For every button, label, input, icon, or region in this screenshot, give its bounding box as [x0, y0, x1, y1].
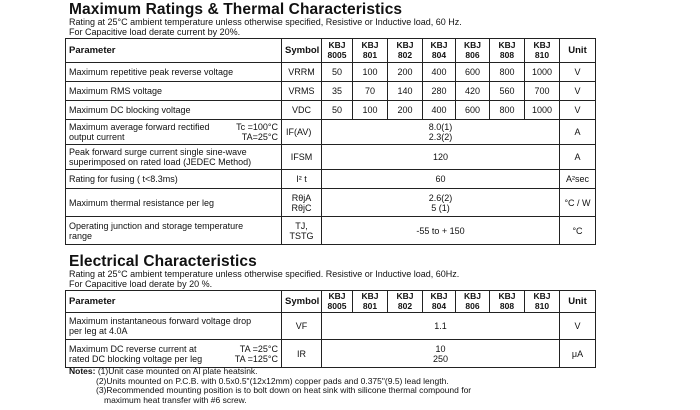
row-param: Maximum RMS voltage — [66, 82, 282, 101]
row-param: Maximum average forward rectified Tc =100°C output current TA=25°C — [66, 120, 282, 145]
row-value: 35 — [322, 82, 353, 101]
row-symbol: VF — [282, 313, 322, 340]
row-value-merged: -55 to + 150 — [322, 217, 560, 245]
header-parameter: Parameter — [66, 39, 282, 63]
row-value-merged: 2.6(2) 5 (1) — [322, 189, 560, 217]
note-1: (1)Unit case mounted on Al plate heatsink. — [97, 366, 258, 376]
header-symbol: Symbol — [282, 291, 322, 313]
condition-label: TA=25°C — [241, 132, 278, 142]
row-unit: A — [560, 145, 596, 170]
row-symbol: VDC — [282, 101, 322, 120]
row-symbol: IF(AV) — [282, 120, 322, 145]
max-ratings-table — [65, 38, 596, 245]
row-param: Maximum repetitive peak reverse voltage — [66, 63, 282, 82]
row-value: 700 — [525, 82, 560, 101]
row-symbol: IFSM — [282, 145, 322, 170]
row-symbol: VRMS — [282, 82, 322, 101]
row-symbol: RθjA RθjC — [282, 189, 322, 217]
condition-label: TA =25°C — [239, 343, 278, 354]
row-value: 70 — [353, 82, 388, 101]
row-unit: V — [560, 313, 596, 340]
row-value-merged: 10 250 — [322, 340, 560, 368]
row-value: 420 — [456, 82, 490, 101]
row-value: 600 — [456, 63, 490, 82]
header-part: KBJ 810 — [525, 39, 560, 63]
row-unit: °C / W — [560, 189, 596, 217]
header-part: KBJ 804 — [423, 291, 456, 313]
row-param: Maximum DC blocking voltage — [66, 101, 282, 120]
row-param: Maximum DC reverse current at TA =25°C rated DC blocking voltage per leg TA =125°C — [66, 340, 282, 368]
table-row — [66, 217, 596, 245]
row-unit: μA — [560, 340, 596, 368]
row-param: Maximum thermal resistance per leg — [66, 189, 282, 217]
row-value: 50 — [322, 101, 353, 120]
row-value: 1000 — [525, 101, 560, 120]
table-row — [66, 189, 596, 217]
header-part: KBJ 808 — [490, 291, 525, 313]
header-unit: Unit — [560, 39, 596, 63]
row-symbol: TJ, TSTG — [282, 217, 322, 245]
table-row — [66, 63, 596, 82]
row-value: 800 — [490, 101, 525, 120]
row-value-merged: 8.0(1) 2.3(2) — [322, 120, 560, 145]
header-part: KBJ 804 — [423, 39, 456, 63]
row-param: Peak forward surge current single sine-wave superimposed on rated load (JEDEC Method) — [66, 145, 282, 170]
header-part: KBJ 810 — [525, 291, 560, 313]
row-unit: V — [560, 82, 596, 101]
row-unit: V — [560, 101, 596, 120]
max-ratings-subtitle-1: Rating at 25°C ambient temperature unless otherwise specified, Resistive or Inductive load, 60 Hz. — [69, 17, 462, 27]
table-row — [66, 313, 596, 340]
row-value: 400 — [423, 101, 456, 120]
row-symbol: I² t — [282, 170, 322, 189]
header-parameter: Parameter — [66, 291, 282, 313]
max-ratings-title: Maximum Ratings & Thermal Characteristics — [69, 1, 403, 18]
row-value: 600 — [456, 101, 490, 120]
table-row — [66, 145, 596, 170]
row-param: Maximum instantaneous forward voltage drop per leg at 4.0A — [66, 313, 282, 340]
row-value: 140 — [388, 82, 423, 101]
note-2: (2)Units mounted on P.C.B. with 0.5x0.5"(12x12mm) copper pads and 0.375"(9.5) lead length. — [96, 375, 449, 386]
electrical-table — [65, 290, 596, 368]
header-part: KBJ 802 — [388, 291, 423, 313]
row-unit: °C — [560, 217, 596, 245]
header-part: KBJ 802 — [388, 39, 423, 63]
note-3-cont: maximum heat transfer with #6 screw. — [104, 394, 247, 405]
header-part: KBJ 806 — [456, 291, 490, 313]
row-value: 50 — [322, 63, 353, 82]
header-symbol: Symbol — [282, 39, 322, 63]
row-symbol: IR — [282, 340, 322, 368]
row-value: 100 — [353, 63, 388, 82]
table-row — [66, 170, 596, 189]
row-unit: V — [560, 63, 596, 82]
row-param: Rating for fusing ( t<8.3ms) — [66, 170, 282, 189]
header-unit: Unit — [560, 291, 596, 313]
header-part: KBJ 806 — [456, 39, 490, 63]
row-unit: A — [560, 120, 596, 145]
row-value: 400 — [423, 63, 456, 82]
max-ratings-subtitle-2: For Capacitive load derate current by 20%. — [69, 27, 241, 37]
row-value: 1000 — [525, 63, 560, 82]
condition-label: Tc =100°C — [236, 122, 278, 132]
row-value: 100 — [353, 101, 388, 120]
electrical-title: Electrical Characteristics — [69, 253, 257, 270]
table-row — [66, 82, 596, 101]
table-header-row — [66, 291, 596, 313]
note-3: (3)Recommended mounting position is to bolt down on heat sink with silicone thermal compound for — [96, 385, 472, 396]
row-symbol: VRRM — [282, 63, 322, 82]
table-header-row — [66, 39, 596, 63]
notes-label: Notes: — [69, 366, 96, 376]
notes-block — [69, 367, 471, 405]
table-row — [66, 120, 596, 145]
row-value: 200 — [388, 63, 423, 82]
header-part: KBJ 808 — [490, 39, 525, 63]
row-param: Operating junction and storage temperature range — [66, 217, 282, 245]
header-part: KBJ 801 — [353, 291, 388, 313]
table-row — [66, 101, 596, 120]
row-value: 560 — [490, 82, 525, 101]
row-value-merged: 1.1 — [322, 313, 560, 340]
header-part: KBJ 801 — [353, 39, 388, 63]
table-row — [66, 340, 596, 368]
condition-label: TA =125°C — [234, 353, 278, 364]
header-part: KBJ 8005 — [322, 39, 353, 63]
row-value: 200 — [388, 101, 423, 120]
row-value: 800 — [490, 63, 525, 82]
row-value: 280 — [423, 82, 456, 101]
row-unit: A²sec — [560, 170, 596, 189]
row-value-merged: 60 — [322, 170, 560, 189]
header-part: KBJ 8005 — [322, 291, 353, 313]
electrical-subtitle-1: Rating at 25°C ambient temperature unless otherwise specified. Resistive or Inductive load, 60Hz. — [69, 269, 460, 279]
electrical-subtitle-2: For Capacitive load derate by 20 %. — [69, 279, 213, 289]
row-value-merged: 120 — [322, 145, 560, 170]
